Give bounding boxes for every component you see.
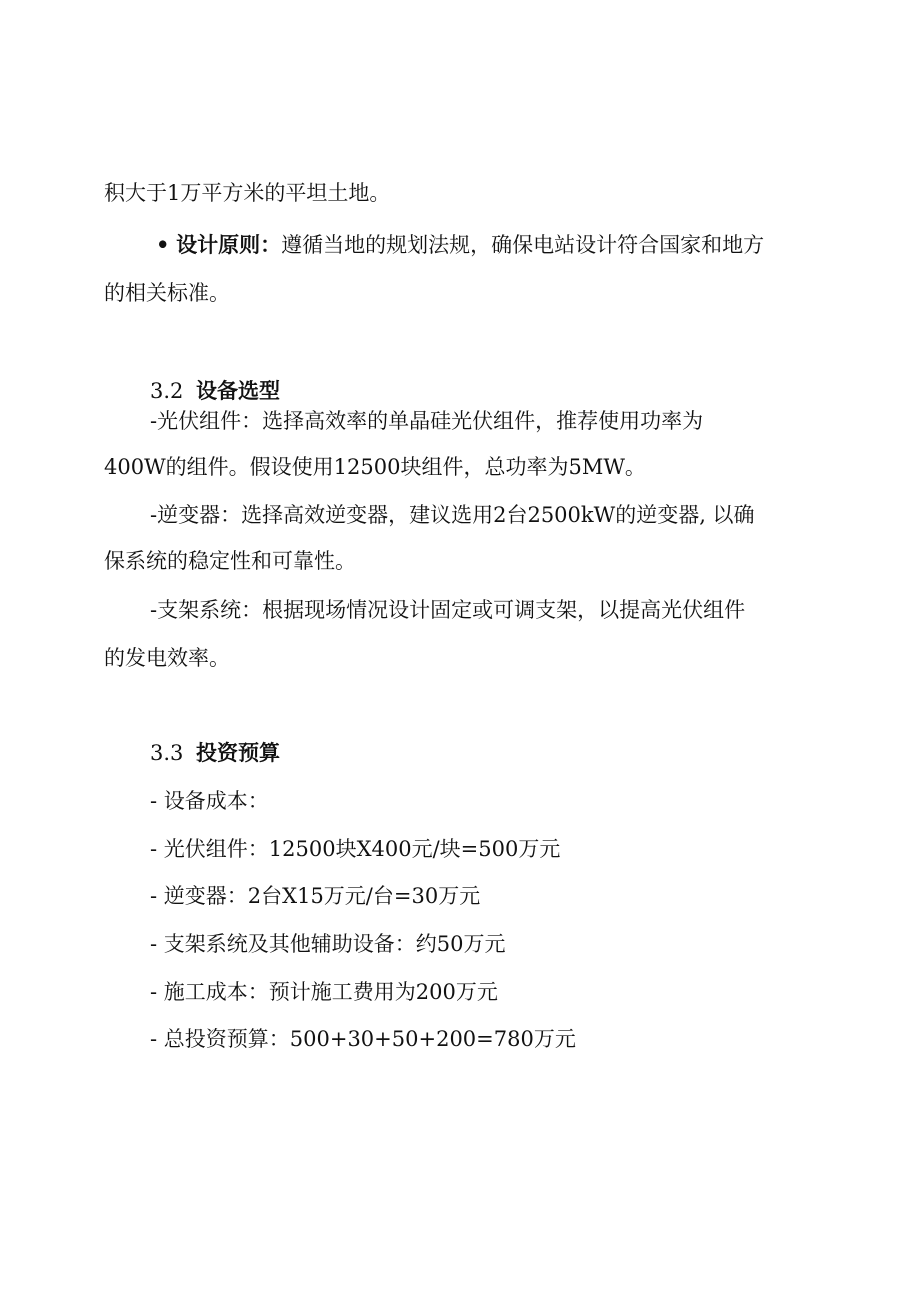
section-number: 3.2 [150, 379, 184, 403]
bullet: • [156, 232, 170, 257]
inverter-text-cont: 保系统的稳定性和可靠性。 [104, 549, 356, 573]
design-principle-label: 设计原则： [176, 232, 282, 257]
mounting-text: -支架系统：根据现场情况设计固定或可调支架，以提高光伏组件 [150, 598, 746, 622]
list-item: - 光伏组件：12500块X400元/块=500万元 [150, 837, 561, 861]
paragraph-design-principle [156, 230, 764, 260]
pv-module-text-cont: 400W的组件。假设使用12500块组件，总功率为5MW。 [104, 455, 646, 479]
mounting-text-cont: 的发电效率。 [104, 646, 230, 670]
section-heading-3-3 [150, 738, 280, 768]
section-heading-3-2 [150, 376, 280, 406]
list-item: - 支架系统及其他辅助设备：约50万元 [150, 932, 506, 956]
design-principle-text: 遵循当地的规划法规，确保电站设计符合国家和地方 [281, 233, 765, 257]
list-item: - 逆变器：2台X15万元/台=30万元 [150, 884, 481, 908]
design-principle-text-cont: 的相关标准。 [104, 281, 230, 305]
section-title: 设备选型 [196, 378, 280, 403]
list-item: - 施工成本：预计施工费用为200万元 [150, 980, 498, 1004]
pv-module-text: -光伏组件：选择高效率的单晶硅光伏组件，推荐使用功率为 [150, 409, 704, 433]
section-number: 3.3 [150, 741, 184, 765]
section-title: 投资预算 [196, 740, 280, 765]
inverter-text: -逆变器：选择高效逆变器，建议选用2台2500kW的逆变器, 以确 [150, 503, 755, 527]
list-item: - 设备成本： [150, 789, 269, 813]
list-item: - 总投资预算：500+30+50+200=780万元 [150, 1027, 576, 1051]
paragraph-land-area: 积大于1万平方米的平坦土地。 [104, 181, 391, 205]
